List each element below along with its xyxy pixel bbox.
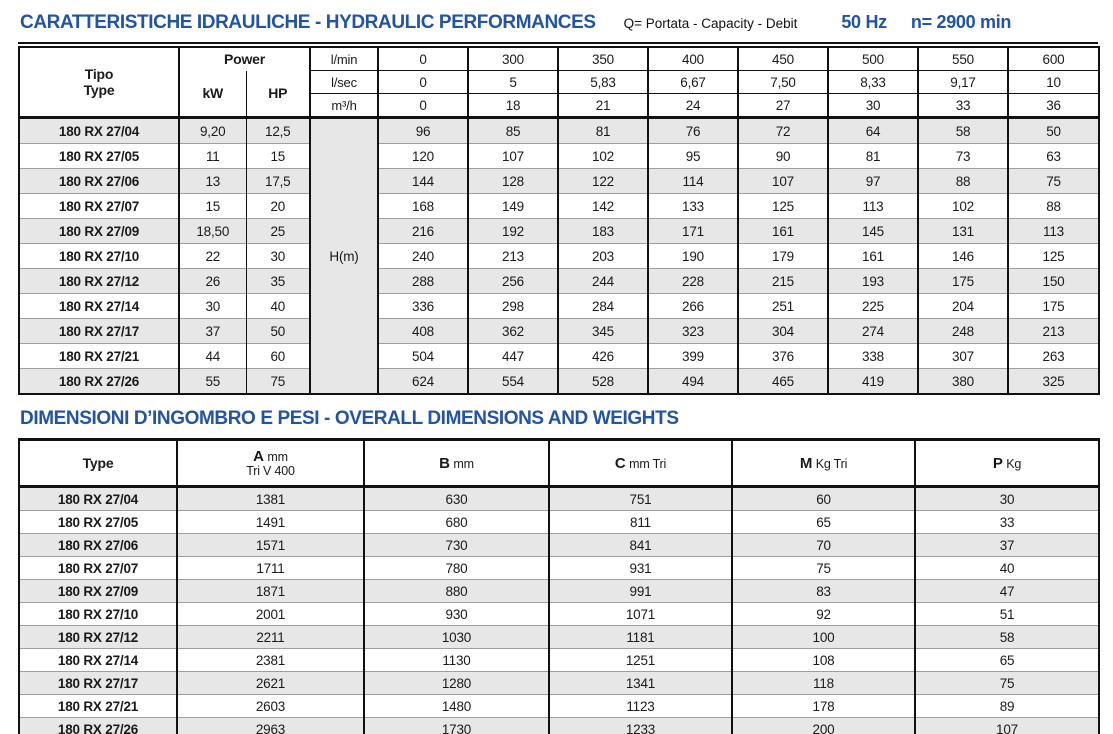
pump-type-cell: 180 RX 27/10 [19,244,179,269]
head-value-cell: 120 [378,144,468,169]
head-value-cell: 298 [468,294,558,319]
power-column-header: Power [179,47,310,71]
head-value-cell: 85 [468,118,558,144]
weight-p-cell: 89 [915,695,1099,718]
head-value-cell: 192 [468,219,558,244]
dim-b-cell: 1280 [364,672,549,695]
kw-cell: 26 [179,269,246,294]
dimensions-table-row [19,718,1099,734]
head-value-cell: 399 [648,344,738,369]
dim-b-cell: 880 [364,580,549,603]
hydraulic-table-row [19,169,1099,194]
dim-a-cell: 1381 [177,487,364,511]
flow-value: 30 [828,94,918,118]
hydraulic-table-row [19,219,1099,244]
head-value-cell: 465 [738,369,828,395]
hydraulic-table-row [19,344,1099,369]
dim-a-cell: 2001 [177,603,364,626]
hp-cell: 17,5 [246,169,310,194]
dimensions-table-row [19,672,1099,695]
head-value-cell: 175 [918,269,1008,294]
weight-m-cell: 200 [732,718,915,734]
weight-p-cell: 58 [915,626,1099,649]
weight-p-cell: 37 [915,534,1099,557]
head-value-cell: 64 [828,118,918,144]
dim-b-cell: 680 [364,511,549,534]
hydraulic-table-row [19,118,1099,144]
dim-c-cell: 841 [549,534,732,557]
hydraulic-table-row [19,244,1099,269]
dim-b-cell: 1730 [364,718,549,734]
dim-a-header: A mm Tri V 400 [177,440,364,487]
dim-a-cell: 1711 [177,557,364,580]
dimensions-table-row [19,580,1099,603]
flow-value: 300 [468,47,558,71]
flow-value: 0 [378,94,468,118]
type-column-header [19,47,179,118]
head-value-cell: 345 [558,319,648,344]
head-value-cell: 274 [828,319,918,344]
head-unit-cell: H(m) [310,118,378,395]
flow-value: 450 [738,47,828,71]
head-value-cell: 190 [648,244,738,269]
dim-b-cell: 930 [364,603,549,626]
flow-value: 9,17 [918,71,1008,94]
pump-type-cell: 180 RX 27/17 [19,319,179,344]
dim-c-cell: 1341 [549,672,732,695]
head-value-cell: 168 [378,194,468,219]
dimensions-table-row [19,534,1099,557]
flow-value: 24 [648,94,738,118]
head-value-cell: 204 [918,294,1008,319]
hydraulic-table-row [19,319,1099,344]
dim-a-cell: 2621 [177,672,364,695]
dimensions-title-bar [20,408,1098,430]
head-value-cell: 307 [918,344,1008,369]
pump-type-cell: 180 RX 27/04 [19,487,177,511]
head-value-cell: 216 [378,219,468,244]
pump-type-cell: 180 RX 27/09 [19,580,177,603]
dim-c-cell: 811 [549,511,732,534]
head-value-cell: 504 [378,344,468,369]
flow-value: 18 [468,94,558,118]
flow-value: 600 [1008,47,1099,71]
head-value-cell: 125 [738,194,828,219]
head-value-cell: 107 [738,169,828,194]
flow-value: 350 [558,47,648,71]
pump-type-cell: 180 RX 27/21 [19,695,177,718]
head-value-cell: 554 [468,369,558,395]
head-value-cell: 63 [1008,144,1099,169]
head-value-cell: 244 [558,269,648,294]
flow-lmin-row [19,47,1099,71]
flow-value: 7,50 [738,71,828,94]
dim-type-header: Type [19,440,177,487]
pump-type-cell: 180 RX 27/06 [19,534,177,557]
head-value-cell: 304 [738,319,828,344]
dim-b-cell: 780 [364,557,549,580]
hp-cell: 20 [246,194,310,219]
head-value-cell: 102 [918,194,1008,219]
head-value-cell: 528 [558,369,648,395]
flow-value: 27 [738,94,828,118]
head-value-cell: 102 [558,144,648,169]
head-value-cell: 408 [378,319,468,344]
head-value-cell: 144 [378,169,468,194]
head-value-cell: 81 [558,118,648,144]
head-value-cell: 376 [738,344,828,369]
pump-type-cell: 180 RX 27/21 [19,344,179,369]
head-value-cell: 338 [828,344,918,369]
flow-value: 550 [918,47,1008,71]
dim-c-cell: 751 [549,487,732,511]
flow-value: 500 [828,47,918,71]
head-value-cell: 88 [1008,194,1099,219]
hydraulic-table-row [19,144,1099,169]
head-value-cell: 213 [468,244,558,269]
dim-a-cell: 1871 [177,580,364,603]
head-value-cell: 193 [828,269,918,294]
kw-cell: 22 [179,244,246,269]
head-value-cell: 58 [918,118,1008,144]
flow-value: 0 [378,47,468,71]
flow-value: 400 [648,47,738,71]
pump-type-cell: 180 RX 27/10 [19,603,177,626]
head-value-cell: 90 [738,144,828,169]
head-value-cell: 128 [468,169,558,194]
weight-m-cell: 83 [732,580,915,603]
weight-p-cell: 51 [915,603,1099,626]
dimensions-table-row [19,511,1099,534]
head-value-cell: 73 [918,144,1008,169]
dim-c-cell: 1181 [549,626,732,649]
hydraulic-table [18,46,1100,395]
dim-b-cell: 630 [364,487,549,511]
pump-type-cell: 180 RX 27/07 [19,557,177,580]
head-value-cell: 228 [648,269,738,294]
dimensions-table-row [19,603,1099,626]
head-value-cell: 96 [378,118,468,144]
weight-m-cell: 60 [732,487,915,511]
head-value-cell: 88 [918,169,1008,194]
head-value-cell: 50 [1008,118,1099,144]
flow-value: 6,67 [648,71,738,94]
head-value-cell: 113 [828,194,918,219]
flow-value: 36 [1008,94,1099,118]
head-value-cell: 131 [918,219,1008,244]
dim-p-header: P Kg [915,440,1099,487]
weight-m-cell: 75 [732,557,915,580]
frequency-label: 50 Hz [841,12,887,32]
weight-p-cell: 75 [915,672,1099,695]
pump-type-cell: 180 RX 27/17 [19,672,177,695]
head-value-cell: 145 [828,219,918,244]
dimensions-table-row [19,487,1099,511]
flow-value: 21 [558,94,648,118]
pump-type-cell: 180 RX 27/26 [19,369,179,395]
head-value-cell: 266 [648,294,738,319]
hp-cell: 60 [246,344,310,369]
pump-type-cell: 180 RX 27/26 [19,718,177,734]
head-value-cell: 213 [1008,319,1099,344]
head-value-cell: 447 [468,344,558,369]
weight-p-cell: 65 [915,649,1099,672]
weight-p-cell: 33 [915,511,1099,534]
kw-cell: 18,50 [179,219,246,244]
weight-m-cell: 100 [732,626,915,649]
head-value-cell: 288 [378,269,468,294]
kw-header: kW [179,71,246,118]
head-value-cell: 97 [828,169,918,194]
pump-type-cell: 180 RX 27/04 [19,118,179,144]
head-value-cell: 95 [648,144,738,169]
dimensions-table-row [19,557,1099,580]
pump-type-cell: 180 RX 27/14 [19,649,177,672]
head-value-cell: 179 [738,244,828,269]
head-value-cell: 149 [468,194,558,219]
pump-type-cell: 180 RX 27/05 [19,144,179,169]
flow-unit-lsec: l/sec [310,71,378,94]
kw-cell: 44 [179,344,246,369]
hydraulic-table-row [19,194,1099,219]
dim-b-cell: 1480 [364,695,549,718]
weight-m-cell: 118 [732,672,915,695]
hp-cell: 15 [246,144,310,169]
flow-value: 5,83 [558,71,648,94]
dim-b-cell: 1130 [364,649,549,672]
pump-type-cell: 180 RX 27/07 [19,194,179,219]
head-value-cell: 251 [738,294,828,319]
dimensions-table-row [19,649,1099,672]
dimensions-title: DIMENSIONI D’INGOMBRO E PESI - OVERALL DIMENSIONS AND WEIGHTS [20,408,679,429]
head-value-cell: 146 [918,244,1008,269]
type-header-it: Tipo [84,66,114,82]
head-value-cell: 114 [648,169,738,194]
head-value-cell: 150 [1008,269,1099,294]
dim-a-cell: 2381 [177,649,364,672]
head-value-cell: 419 [828,369,918,395]
kw-cell: 13 [179,169,246,194]
head-value-cell: 494 [648,369,738,395]
pump-type-cell: 180 RX 27/06 [19,169,179,194]
weight-p-cell: 30 [915,487,1099,511]
kw-cell: 15 [179,194,246,219]
dim-c-cell: 991 [549,580,732,603]
pump-type-cell: 180 RX 27/05 [19,511,177,534]
dim-a-cell: 2603 [177,695,364,718]
head-value-cell: 81 [828,144,918,169]
dim-a-cell: 1491 [177,511,364,534]
dimensions-header-row [19,440,1099,487]
head-value-cell: 225 [828,294,918,319]
flow-lsec-row [19,71,1099,94]
head-value-cell: 624 [378,369,468,395]
dimensions-table-row [19,626,1099,649]
dim-c-cell: 1233 [549,718,732,734]
dim-c-cell: 931 [549,557,732,580]
head-value-cell: 323 [648,319,738,344]
dim-a-cell: 1571 [177,534,364,557]
head-value-cell: 240 [378,244,468,269]
head-value-cell: 426 [558,344,648,369]
hp-cell: 30 [246,244,310,269]
weight-p-cell: 107 [915,718,1099,734]
head-value-cell: 122 [558,169,648,194]
dim-c-cell: 1123 [549,695,732,718]
head-value-cell: 76 [648,118,738,144]
dim-b-cell: 730 [364,534,549,557]
dim-c-cell: 1071 [549,603,732,626]
flow-value: 8,33 [828,71,918,94]
dim-a-cell: 2963 [177,718,364,734]
weight-m-cell: 92 [732,603,915,626]
head-value-cell: 336 [378,294,468,319]
dim-c-cell: 1251 [549,649,732,672]
hydraulic-title: CARATTERISTICHE IDRAULICHE - HYDRAULIC PERFORMANCES [20,12,596,33]
head-value-cell: 203 [558,244,648,269]
hp-cell: 12,5 [246,118,310,144]
hydraulic-table-row [19,294,1099,319]
pump-type-cell: 180 RX 27/12 [19,626,177,649]
head-value-cell: 215 [738,269,828,294]
dimensions-table [18,438,1100,734]
head-value-cell: 171 [648,219,738,244]
flow-unit-lmin: l/min [310,47,378,71]
hp-cell: 40 [246,294,310,319]
hydraulic-table-wrap [18,42,1098,395]
pump-type-cell: 180 RX 27/14 [19,294,179,319]
dim-a-cell: 2211 [177,626,364,649]
head-value-cell: 75 [1008,169,1099,194]
dimensions-table-row [19,695,1099,718]
flow-unit-m3h: m³/h [310,94,378,118]
speed-label: n= 2900 min [910,12,1012,32]
head-value-cell: 362 [468,319,558,344]
head-value-cell: 142 [558,194,648,219]
hp-cell: 35 [246,269,310,294]
hp-cell: 50 [246,319,310,344]
weight-m-cell: 65 [732,511,915,534]
head-value-cell: 263 [1008,344,1099,369]
hp-cell: 75 [246,369,310,395]
head-value-cell: 125 [1008,244,1099,269]
hp-cell: 25 [246,219,310,244]
flow-legend: Q= Portata - Capacity - Debit [623,16,798,31]
flow-value: 33 [918,94,1008,118]
kw-cell: 55 [179,369,246,395]
head-value-cell: 183 [558,219,648,244]
hydraulic-table-row [19,369,1099,395]
head-value-cell: 161 [828,244,918,269]
dim-m-header: M Kg Tri [732,440,915,487]
weight-p-cell: 47 [915,580,1099,603]
hp-header: HP [246,71,310,118]
head-value-cell: 113 [1008,219,1099,244]
hydraulic-title-bar [20,12,1098,34]
head-value-cell: 284 [558,294,648,319]
kw-cell: 9,20 [179,118,246,144]
kw-cell: 37 [179,319,246,344]
weight-p-cell: 40 [915,557,1099,580]
type-header-en: Type [83,82,115,98]
dim-b-cell: 1030 [364,626,549,649]
weight-m-cell: 108 [732,649,915,672]
weight-m-cell: 70 [732,534,915,557]
flow-value: 0 [378,71,468,94]
head-value-cell: 248 [918,319,1008,344]
flow-value: 5 [468,71,558,94]
head-value-cell: 161 [738,219,828,244]
head-value-cell: 325 [1008,369,1099,395]
head-value-cell: 72 [738,118,828,144]
kw-cell: 30 [179,294,246,319]
dim-b-header: B mm [364,440,549,487]
kw-cell: 11 [179,144,246,169]
weight-m-cell: 178 [732,695,915,718]
head-value-cell: 175 [1008,294,1099,319]
hydraulic-table-row [19,269,1099,294]
pump-type-cell: 180 RX 27/12 [19,269,179,294]
flow-value: 10 [1008,71,1099,94]
dim-c-header: C mm Tri [549,440,732,487]
pump-type-cell: 180 RX 27/09 [19,219,179,244]
head-value-cell: 256 [468,269,558,294]
head-value-cell: 133 [648,194,738,219]
head-value-cell: 380 [918,369,1008,395]
head-value-cell: 107 [468,144,558,169]
